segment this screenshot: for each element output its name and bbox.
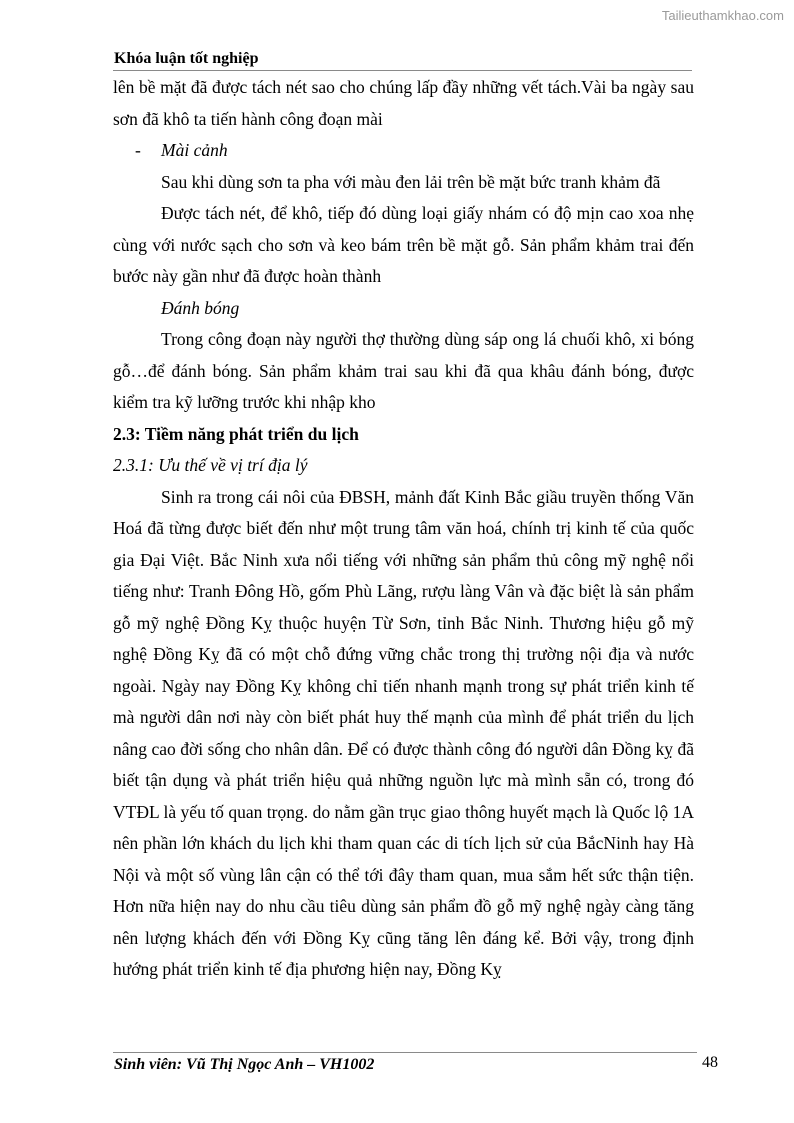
watermark: Tailieuthamkhao.com — [661, 8, 784, 23]
header-divider — [113, 70, 692, 71]
page-number: 48 — [702, 1054, 718, 1071]
paragraph-continuation: lên bề mặt đã được tách nét sao cho chúng lấp đầy những vết tách.Vài ba ngày sau sơn đã khô ta tiến hành công đoạn mài — [113, 77, 694, 129]
paragraph-danh-bong: Trong công đoạn này người thợ thường dùng sáp ong lá chuối khô, xi bóng gỗ…để đánh bóng. Sản phẩm khảm trai sau khi đã qua khâu đánh bóng, được kiểm tra kỹ lưỡng trước khi nhập kho — [113, 329, 694, 412]
paragraph-mai-canh-2: Được tách nét, để khô, tiếp đó dùng loại giấy nhám có độ mịn cao xoa nhẹ cùng với nước sạch cho sơn và keo bám trên bề mặt gỗ. Sản phẩm khảm trai đến bước này gần như đã được hoàn thành — [113, 203, 694, 286]
page-content — [113, 72, 694, 986]
paragraph-mai-canh-1: Sau khi dùng sơn ta pha với màu đen lải trên bề mặt bức tranh khảm đã — [161, 171, 661, 192]
paragraph-location-advantage: Sinh ra trong cái nôi của ĐBSH, mảnh đất Kinh Bắc giầu truyền thống Văn Hoá đã từng được biết đến như một trung tâm văn hoá, chính trị kinh tế của quốc gia Đại Việt. Bắc Ninh xưa nổi tiếng với những sản phẩm thủ công mỹ nghệ nổi tiếng như: Tranh Đông Hồ, gốm Phù Lãng, rượu làng Vân và đặc biệt là sản phẩm gỗ mỹ nghệ Đồng Kỵ thuộc huyện Từ Sơn, tỉnh Bắc Ninh. Thương hiệu gỗ mỹ nghệ Đồng Kỵ đã có một chỗ đứng vững chắc trong thị trường nội địa và nước ngoài. Ngày nay Đồng Kỵ không chỉ tiến nhanh mạnh trong sự phát triển kinh tế mà người dân nơi này còn biết phát huy thế mạnh của mình để phát triển du lịch nâng cao đời sống cho nhân dân. Để có được thành công đó người dân Đồng kỵ đã biết tận dụng và phát triển hiệu quả những nguồn lực mà mình sẵn có, trong đó VTĐL là yếu tố quan trọng. do nằm gần trục giao thông huyết mạch là Quốc lộ 1A nên phần lớn khách du lịch khi tham quan các di tích lịch sử của BắcNinh hay Hà Nội và một số vùng lân cận có thể tới đây tham quan, mua sắm hết sức thận tiện. Hơn nữa hiện nay do nhu cầu tiêu dùng sản phẩm đồ gỗ mỹ nghệ ngày càng tăng nên lượng khách đến với Đồng Kỵ cũng tăng lên đáng kể. Bởi vậy, trong định hướng phát triển kinh tế địa phương hiện nay, Đồng Kỵ — [113, 486, 694, 979]
bullet-dash: - — [135, 140, 141, 160]
subsection-heading: 2.3.1: Ưu thế về vị trí địa lý — [113, 455, 308, 475]
section-heading: 2.3: Tiềm năng phát triển du lịch — [113, 423, 359, 444]
label-danh-bong: Đánh bóng — [161, 297, 240, 318]
footer-divider — [113, 1052, 697, 1053]
bullet-label-mai-canh: Mài cảnh — [161, 140, 228, 160]
header-title: Khóa luận tốt nghiệp — [114, 50, 259, 67]
footer-author: Sinh viên: Vũ Thị Ngọc Anh – VH1002 — [114, 1056, 375, 1073]
bullet-item — [113, 135, 694, 167]
